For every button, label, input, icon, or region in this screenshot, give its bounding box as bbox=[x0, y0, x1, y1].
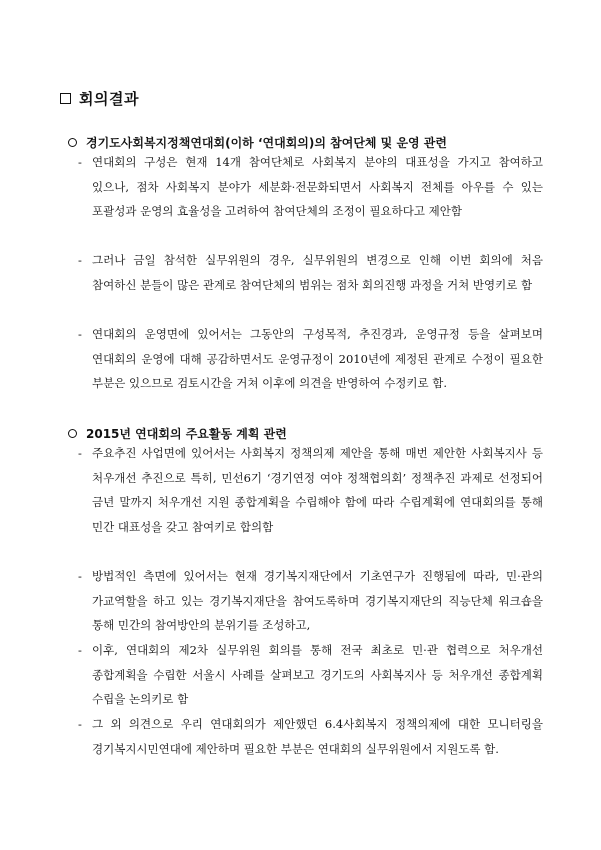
section-2-title-text: 2015년 연대회의 주요활동 계획 관련 bbox=[86, 427, 287, 441]
heading-text: 회의결과 bbox=[79, 90, 139, 108]
section-2-item-1-text: 주요추진 사업면에 있어서는 사회복지 정책의제 제안을 통해 매번 제안한 사회복지사 등 처우개선 추진으로 특히, 민선6기 ‘경기연정 여야 정책협의회’ 정책추진 과제로 선정되어 금년 말까지 처우개선 지원 종합계획을 수립해야 함에 따라 수립계획에 연대회의를 통해 민간 대표성을 갖고 참여키로 합의함 bbox=[92, 446, 543, 534]
section-1-item-2 bbox=[78, 248, 543, 297]
square-bullet-icon bbox=[60, 93, 71, 104]
dash-bullet: - bbox=[78, 446, 82, 460]
circle-bullet-icon bbox=[68, 138, 77, 147]
section-heading bbox=[60, 88, 139, 109]
section-2-item-4 bbox=[78, 712, 543, 761]
circle-bullet-icon bbox=[68, 429, 77, 438]
section-1-item-2-text: 그러나 금일 참석한 실무위원의 경우, 실무위원의 변경으로 인해 이번 회의에 처음 참여하신 분들이 많은 관계로 참여단체의 범위는 점차 회의진행 과정을 거쳐 반영키로 함 bbox=[92, 253, 543, 292]
section-1-item-1 bbox=[78, 150, 543, 224]
section-2-item-4-text: 그 외 의견으로 우리 연대회의가 제안했던 6.4사회복지 정책의제에 대한 모니터링을 경기복지시민연대에 제안하며 필요한 부분은 연대회의 실무위원에서 지원도록 함. bbox=[92, 717, 543, 756]
section-2-item-3 bbox=[78, 638, 543, 712]
dash-bullet: - bbox=[78, 253, 82, 267]
section-1-item-3 bbox=[78, 322, 543, 396]
section-2-item-1 bbox=[78, 441, 543, 539]
section-1-title-text: 경기도사회복지정책연대회(이하 ‘연대회의)의 참여단체 및 운영 관련 bbox=[86, 136, 447, 150]
dash-bullet: - bbox=[78, 155, 82, 169]
section-2-title bbox=[68, 425, 287, 442]
dash-bullet: - bbox=[78, 327, 82, 341]
section-2-item-3-text: 이후, 연대회의 제2차 실무위원 회의를 통해 전국 최초로 민·관 협력으로 처우개선 종합계획을 수립한 서울시 사례를 살펴보고 경기도의 사회복지사 등 처우개선 종합계획 수립을 논의키로 함 bbox=[92, 643, 543, 707]
dash-bullet: - bbox=[78, 569, 82, 583]
section-2-item-2-text: 방법적인 측면에 있어서는 현재 경기복지재단에서 기초연구가 진행됨에 따라, 민·관의 가교역할을 하고 있는 경기복지재단을 참여도록하며 경기복지재단의 직능단체 워크숍을 통해 민간의 참여방안의 분위기를 조성하고, bbox=[92, 569, 543, 633]
section-1-title bbox=[68, 134, 447, 151]
dash-bullet: - bbox=[78, 717, 82, 731]
section-1-item-1-text: 연대회의 구성은 현재 14개 참여단체로 사회복지 분야의 대표성을 가지고 참여하고 있으나, 점차 사회복지 분야가 세분화·전문화되면서 사회복지 전체를 아우를 수 있는 포괄성과 운영의 효율성을 고려하여 참여단체의 조정이 필요하다고 제안함 bbox=[92, 155, 543, 219]
section-2-item-2 bbox=[78, 564, 543, 638]
section-1-item-3-text: 연대회의 운영면에 있어서는 그동안의 구성목적, 추진경과, 운영규정 등을 살펴보며 연대회의 운영에 대해 공감하면서도 운영규정이 2010년에 제정된 관계로 수정이 필요한 부분은 있으므로 검토시간을 거쳐 이후에 의견을 반영하여 수정키로 함. bbox=[92, 327, 543, 391]
dash-bullet: - bbox=[78, 643, 82, 657]
